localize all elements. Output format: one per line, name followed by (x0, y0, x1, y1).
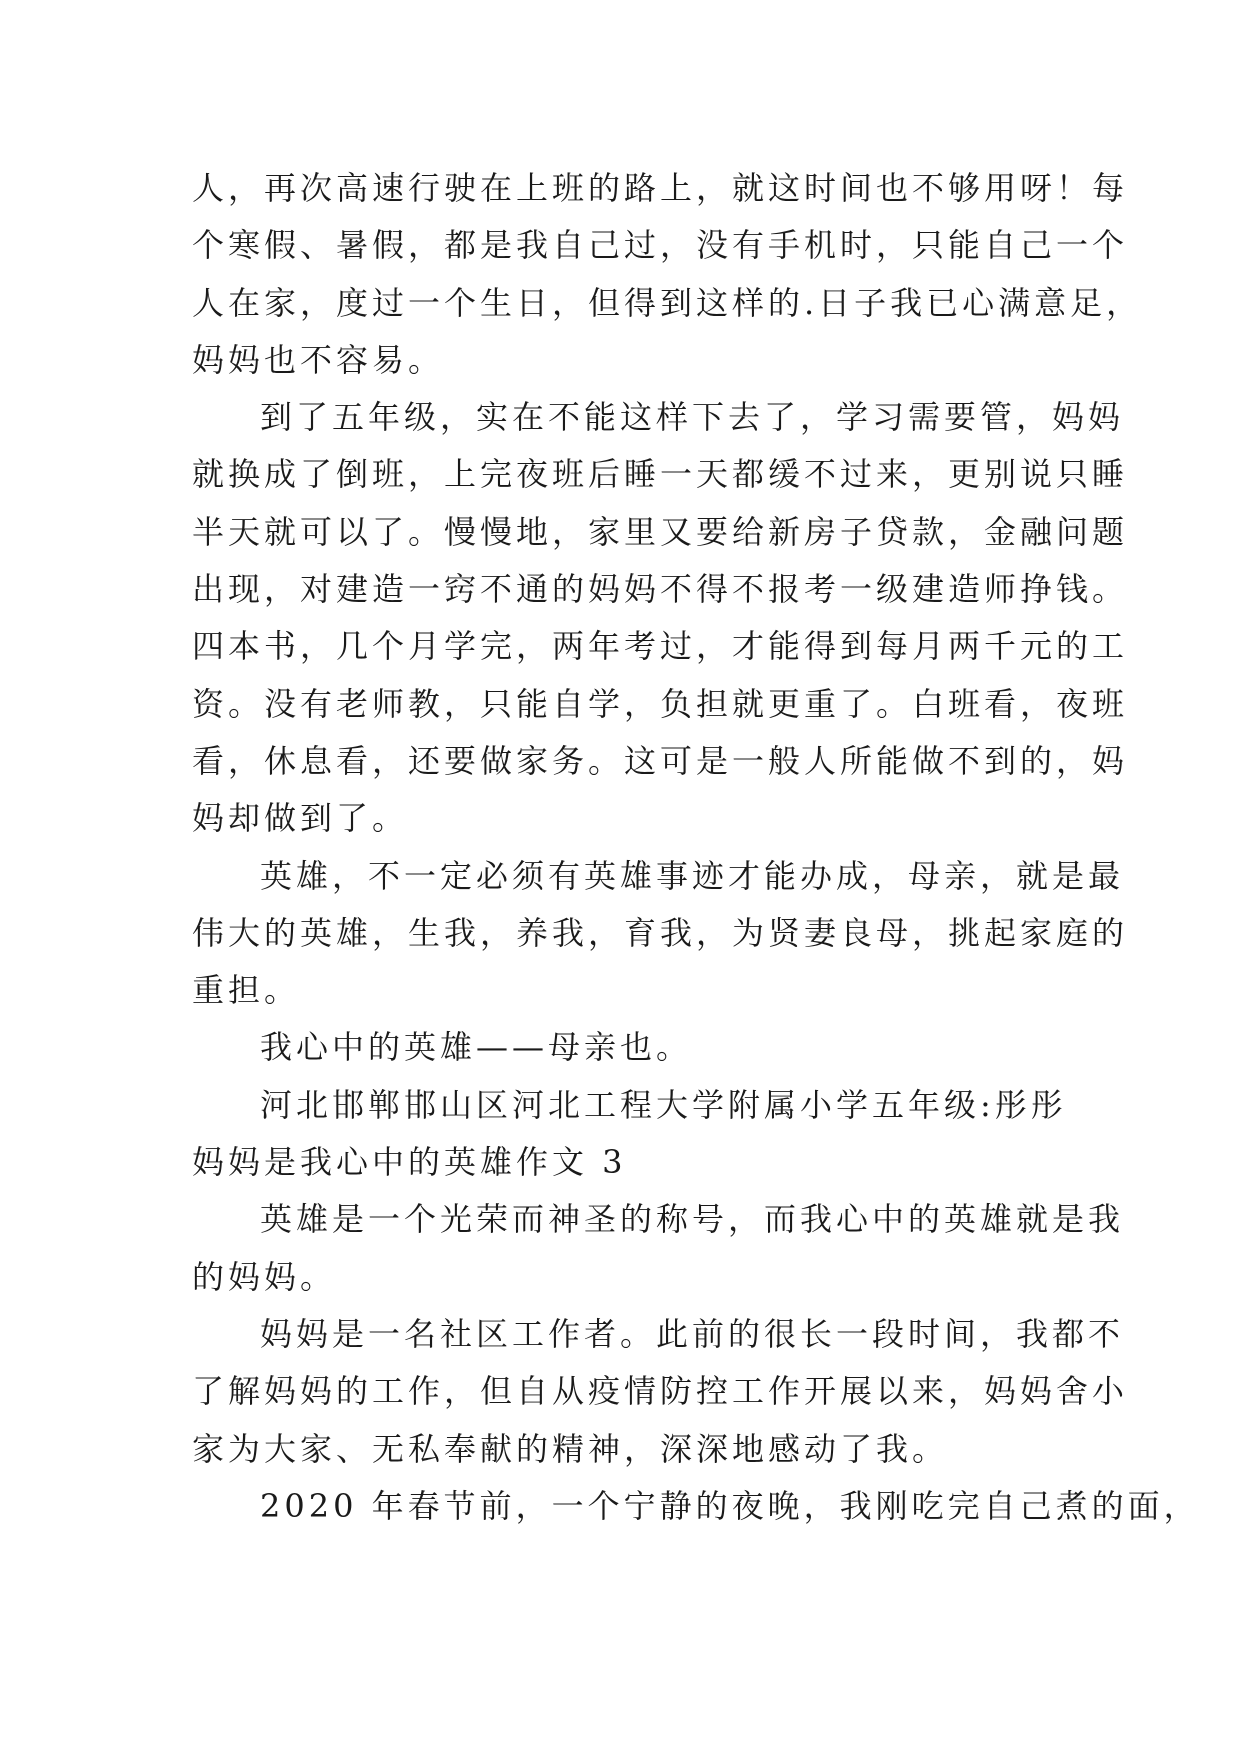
text-line: 了解妈妈的工作，但自从疫情防控工作开展以来，妈妈舍小 (192, 1372, 1129, 1411)
text-line: 半天就可以了。慢慢地，家里又要给新房子贷款，金融问题 (192, 512, 1129, 551)
text-line: 人在家，度过一个生日，但得到这样的.日子我已心满意足， (192, 283, 1143, 322)
text-line: 看，休息看，还要做家务。这可是一般人所能做不到的，妈 (192, 741, 1129, 780)
text-line: 妈妈也不容易。 (192, 340, 445, 379)
paragraph-start-line: 到了五年级，实在不能这样下去了，学习需要管，妈妈 (260, 398, 1125, 437)
text-line: 家为大家、无私奉献的精神，深深地感动了我。 (192, 1429, 949, 1468)
text-line: 人，再次高速行驶在上班的路上，就这时间也不够用呀！每 (192, 169, 1129, 207)
document-body (192, 160, 1200, 1535)
text-line: 个寒假、暑假，都是我自己过，没有手机时，只能自己一个 (192, 226, 1129, 265)
text-line: 资。没有老师教，只能自学，负担就更重了。白班看，夜班 (192, 684, 1129, 723)
text-line: 伟大的英雄，生我，养我，育我，为贤妻良母，挑起家庭的 (192, 913, 1129, 952)
author-line: 河北邯郸邯山区河北工程大学附属小学五年级:彤彤 (260, 1085, 1067, 1124)
paragraph-start-line: 英雄，不一定必须有英雄事迹才能办成，母亲，就是最 (260, 856, 1125, 895)
paragraph-start-line: 我心中的英雄——母亲也。 (260, 1028, 693, 1067)
text-line: 重担。 (192, 971, 301, 1010)
paragraph-start-line: 2020 年春节前，一个宁静的夜晚，我刚吃完自己煮的面， (260, 1486, 1200, 1525)
essay-title: 妈妈是我心中的英雄作文 3 (192, 1143, 627, 1182)
text-line: 四本书，几个月学完，两年考过，才能得到每月两千元的工 (192, 627, 1129, 666)
text-line: 的妈妈。 (192, 1257, 337, 1296)
paragraph-start-line: 英雄是一个光荣而神圣的称号，而我心中的英雄就是我 (260, 1200, 1125, 1239)
text-line: 出现，对建造一窍不通的妈妈不得不报考一级建造师挣钱。 (192, 570, 1129, 609)
paragraph-start-line: 妈妈是一名社区工作者。此前的很长一段时间，我都不 (260, 1314, 1125, 1353)
text-line: 就换成了倒班，上完夜班后睡一天都缓不过来，更别说只睡 (192, 455, 1129, 494)
text-line: 妈却做到了。 (192, 799, 409, 838)
